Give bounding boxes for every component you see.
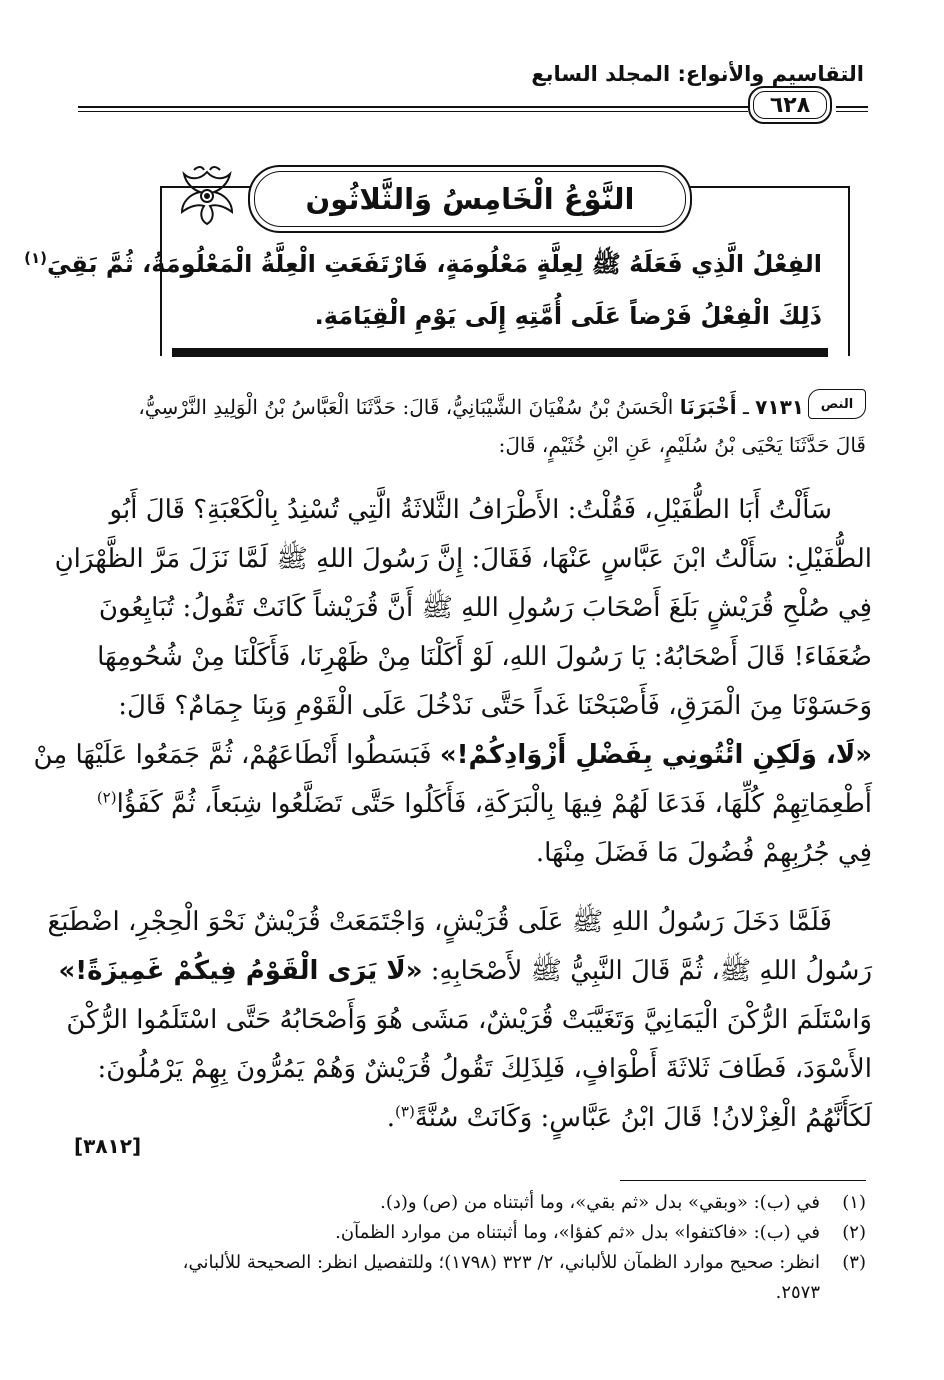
akhbarana: أَخْبَرَنَا [679, 395, 737, 419]
text-segment: أَطْعِمَاتِهِمْ كُلِّهَا، فَدَعَا لَهُمْ فِيهَا بِالْبَرَكَةِ، فَأَكَلُوا حَتَّى تَضَلَّعُوا شِبَعاً، ثُمَّ كَفَؤُا [116, 789, 872, 819]
footnote [70, 1218, 866, 1248]
prophet-speech: «لَا يَرَى الْقَوْمُ فِيكُمْ غَمِيزَةً!» [58, 956, 423, 986]
page-number [748, 86, 832, 124]
hadith-reference: [٣٨١٢] [74, 1134, 142, 1158]
text-segment: لَكَأَنَّهُمُ الْغِزْلانُ! قَالَ ابْنُ عَبَّاسٍ: وَكَانَتْ سُنَّةً [414, 1103, 872, 1133]
section-definition [24, 238, 822, 342]
text-line: فِي جُرُبِهِمْ فُضُولَ مَا فَضَلَ مِنْهَا. [535, 838, 872, 868]
section-title-cartouche [248, 165, 692, 233]
text-line: وَاسْتَلَمَ الرُّكْنَ الْيَمَانِيَّ وَتَغَيَّبَتْ قُرَيْشٌ، مَشَى هُوَ وَأَصْحَابُهُ حَتَّى اسْتَلَمُوا الرُّكْنَ [66, 1005, 872, 1035]
text-badge: النص [808, 389, 866, 419]
isnad-text-1: الْحَسَنُ بْنُ سُفْيَانَ الشَّيْبَانِيُّ، قَالَ: حَدَّثَنَا الْعَبَّاسُ بْنُ الْوَلِيدِ النَّرْسِيُّ، [138, 395, 680, 419]
hadith-dash: ـ [736, 395, 756, 419]
isnad-line-2: قَالَ حَدَّثَنَا يَحْيَى بْنُ سُلَيْمٍ، عَنِ ابْنِ خُثَيْمٍ، قَالَ: [498, 433, 866, 457]
footnote-marker: (٢) [96, 788, 117, 807]
footnote-text: في (ب): «فاكتفوا» بدل «ثم كفؤا»، وما أثبتناه من موارد الظمآن. [335, 1222, 820, 1243]
text-line: الطُّفَيْلِ: سَأَلْتُ ابْنَ عَبَّاسٍ عَنْهَا، فَقَالَ: إِنَّ رَسُولَ اللهِ ﷺ لَمَّا نَزَلَ مَرَّ الظَّهْرَانِ [54, 544, 872, 574]
isnad-line [70, 388, 804, 426]
text-segment: رَسُولُ اللهِ ﷺ، ثُمَّ قَالَ النَّبِيُّ ﷺ لأَصْحَابِهِ: [422, 956, 872, 986]
footnotes [70, 1188, 866, 1308]
hadith-number: ٧١٣١ [755, 395, 804, 419]
text-segment: فَبَسَطُوا أَنْطَاعَهُمْ، ثُمَّ جَمَعُوا عَلَيْهَا مِنْ [33, 740, 440, 770]
footnote-number: (٢) [842, 1222, 866, 1243]
footnote-continuation: ٢٥٧٣. [775, 1282, 820, 1303]
text-line [66, 1094, 872, 1143]
text-line: سَأَلْتُ أَبَا الطُّفَيْلِ، فَقُلْتُ: الأَطْرَافُ الثَّلاثَةُ الَّتِي تُسْنِدُ بِالْكَعْبَةِ؟ قَالَ أَبُو [109, 495, 832, 525]
footnote-text: في (ب): «وبقي» بدل «ثم بقي»، وما أثبتناه من (ص) و(د). [380, 1192, 820, 1213]
prophet-speech: «لَا، وَلَكِنِ ائْتُونِي بِفَضْلِ أَزْوَادِكُمْ!» [439, 740, 872, 770]
section-bottom-rule [172, 348, 828, 357]
running-header-title: التقاسيم والأنواع: المجلد السابع [531, 62, 864, 86]
text-line: الأَسْوَدَ، فَطَافَ ثَلاثَةَ أَطْوَافٍ، فَلِذَلِكَ تَقُولُ قُرَيْشٌ وَهُمْ يَمُرُّونَ بِهِمْ يَرْمُلُونَ: [97, 1054, 872, 1084]
text-line [33, 731, 872, 780]
definition-line [24, 238, 822, 290]
hadith-paragraph-2 [47, 898, 872, 1143]
text-line: فِي صُلْحِ قُرَيْشٍ بَلَغَ أَصْحَابَ رَسُولِ اللهِ ﷺ أَنَّ قُرَيْشاً كَانَتْ تَقُولُ: تُبَايِعُونَ [98, 593, 872, 623]
footnote-number: (١) [842, 1192, 866, 1213]
text-line: فَلَمَّا دَخَلَ رَسُولُ اللهِ ﷺ عَلَى قُرَيْشٍ، وَاجْتَمَعَتْ قُرَيْشٌ نَحْوَ الْحِجْرِ، اضْطَبَعَ [47, 907, 832, 937]
header-rule-right [836, 106, 868, 112]
definition-line: ذَلِكَ الْفِعْلُ فَرْضاً عَلَى أُمَّتِهِ إِلَى يَوْمِ الْقِيَامَةِ. [314, 302, 822, 330]
footnote-number: (٣) [842, 1252, 866, 1273]
footnote-marker: (١) [24, 249, 47, 267]
text-line [66, 780, 872, 829]
floral-ornament-icon [174, 162, 240, 228]
definition-text-1: الفِعْلُ الَّذِي فَعَلَهُ ﷺ لِعِلَّةٍ مَعْلُومَةٍ، فَارْتَفَعَتِ الْعِلَّةُ الْمَعْلُومَةُ، ثُمَّ بَقِيَ [47, 250, 822, 278]
footnote-rule [620, 1180, 866, 1181]
header-rule [78, 106, 748, 112]
text-line: وَحَسَوْنَا مِنَ الْمَرَقِ، فَأَصْبَحْنَا غَداً حَتَّى نَدْخُلَ عَلَى الْقَوْمِ وَبِنَا جِمَامٌ؟ قَالَ: [118, 691, 872, 721]
hadith-paragraph-1 [33, 486, 872, 878]
text-segment: . [386, 1103, 396, 1133]
section-title: النَّوْعُ الْخَامِسُ وَالثَّلاثُون [305, 182, 635, 216]
footnote-marker: (٣) [395, 1102, 415, 1121]
footnote [70, 1248, 866, 1278]
footnote [70, 1188, 866, 1218]
text-line [58, 947, 872, 996]
footnote-text: انظر: صحيح موارد الظمآن للألباني، ٢/ ٣٢٣ (١٧٩٨)؛ وللتفصيل انظر: الصحيحة للألباني، [182, 1252, 820, 1273]
page-number-text: ٦٢٨ [769, 92, 811, 118]
text-line: ضُعَفَاءَ! قَالَ أَصْحَابُهُ: يَا رَسُولَ اللهِ، لَوْ أَكَلْنَا مِنْ ظَهْرِنَا، فَأَكَلْنَا مِنْ شُحُومِهَا [97, 642, 872, 672]
